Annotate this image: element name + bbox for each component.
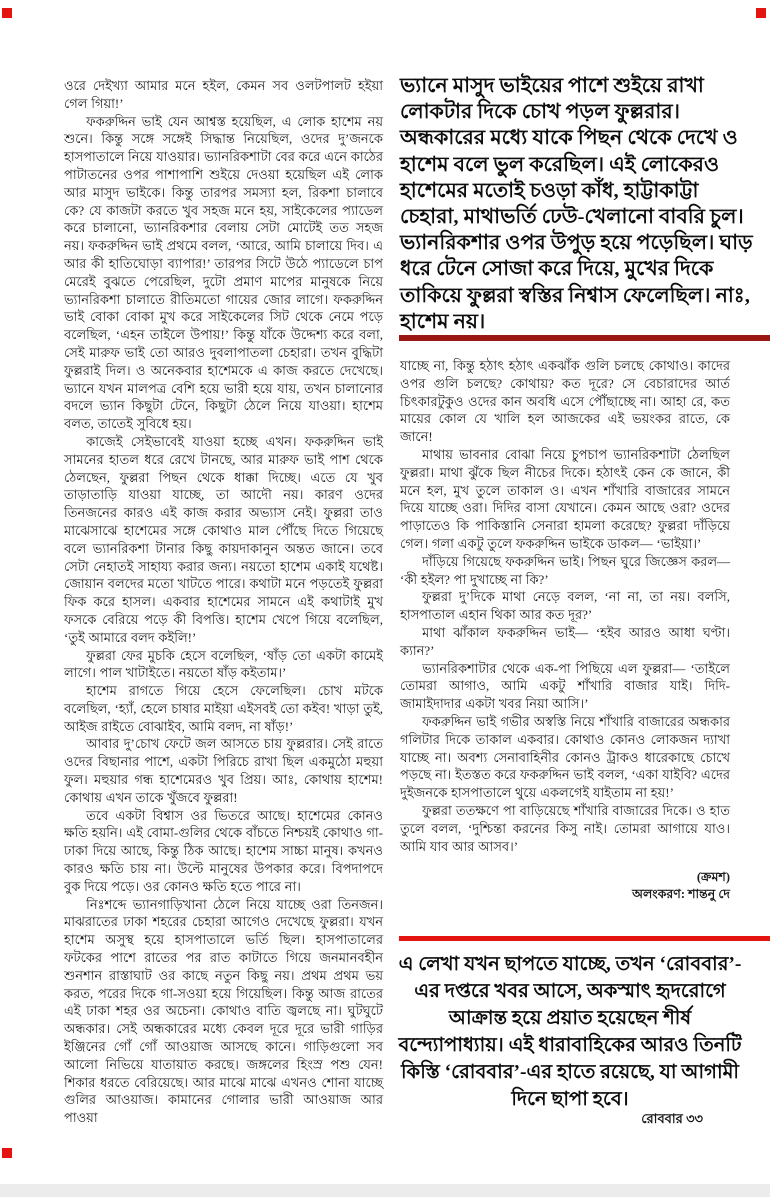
right-column — [400, 357, 730, 903]
scan-edge — [0, 1184, 770, 1197]
corner-mark-top-right — [756, 8, 766, 18]
story-paragraph: হাশেম রাগতে গিয়ে হেসে ফেলেছিল। চোখ মটকে বলেছিল, ‘হ্যাঁ, হেলে চাষার মাইয়া এইসবই তো কইব! খাড়া তুই, আইজ রাইতে বোঝাইব, আমি বলদ, না ষাঁড়!’ — [64, 683, 383, 734]
left-column — [64, 77, 383, 1127]
story-paragraph: ওরে দেইখ্যা আমার মনে হইল, কেমন সব ওলটপালট হইয়া গেল গিয়া!’ — [64, 78, 383, 111]
credit-block — [400, 869, 730, 903]
page-number: রোববার ৩৩ — [641, 1111, 703, 1126]
story-paragraph: আবার দু’চোখ ফেটে জল আসতে চায় ফুল্লরার। সেই রাতে ওদের বিছানার পাশে, একটা পিরিচে রাখা ছিল একমুঠো মহুয়া ফুল। মহুয়ার গন্ধ হাশেমেরও খুব প্রিয়। আঃ, কোথায় হাশেম! কোথায় এখন তাকে খুঁজবে ফুল্লরা! — [64, 736, 383, 805]
story-paragraph: ফুল্লরা ফের মুচকি হেসে বলেছিল, ‘ষাঁড় তো একটা কামেই লাগে। পাল খাটাইতে। নয়তো ষাঁড় কইতাম।’ — [64, 647, 383, 681]
story-paragraph: ভ্যানরিকশাটার থেকে এক-পা পিছিয়ে এল ফুল্লরা— ‘তাইলে তোমরা আগাও, আমি একটু শাঁখারি বাজার যাই। দিদি-জামাইদাদার একটা খবর নিয়া আসি।’ — [400, 660, 730, 712]
story-paragraph: মাথায় ভাবনার বোঝা নিয়ে চুপচাপ ভ্যানরিকশাটা ঠেলছিল ফুল্লরা। মাথা ঝুঁকে ছিল নীচের দিকে। হঠাৎই কেন কে জানে, কী মনে হল, মুখ তুলে তাকাল ও। এখন শাঁখারি বাজারের সামনে দিয়ে যাচ্ছে ওরা। দিদির বাসা যেখানে। কেমন আছে ওরা? ওদের পাড়াতেও কি পাকিস্তানি সেনারা হামলা করেছে? ফুল্লরা দাঁড়িয়ে গেল। গলা একটু তুলে ফকরুদ্দিন ভাইকে ডাকল— ‘ভাইয়া।’ — [400, 446, 730, 551]
story-paragraph: তবে একটা বিশ্বাস ওর ভিতরে আছে। হাশেমের কোনও ক্ষতি হয়নি। এই বোমা-গুলির থেকে বাঁচতে নিশ্চয়ই কোথাও গা-ঢাকা দিয়ে আছে, কিন্তু ঠিক আছে। হাশেম সাচ্চা মানুষ। কখনও কারও ক্ষতি চায় না। উল্টে মানুষের উপকার করে। বিপদাপদে বুক দিয়ে পড়ে। ওর কোনও ক্ষতি হতে পারে না। — [64, 807, 383, 894]
divider-rule-red — [399, 936, 770, 941]
corner-mark-bottom-left — [2, 1148, 12, 1158]
serial-status: (ক্রমশ) — [696, 870, 730, 885]
story-paragraph: দাঁড়িয়ে গিয়েছে ফকরুদ্দিন ভাই। পিছন ঘুরে জিজ্ঞেস করল— ‘কী হইল? পা দুখাচ্ছে না কি?’ — [400, 553, 730, 587]
story-intro: ভ্যানে মাসুদ ভাইয়ের পাশে শুইয়ে রাখা লোকটার দিকে চোখ পড়ল ফুল্লরার। অন্ধকারের মধ্যে যাকে পিছন থেকে দেখে ও হাশেম বলে ভুল করেছিল। এই লোকেরও হাশেমের মতোই চওড়া কাঁধ, হাট্টাকাট্টা চেহারা, মাথাভর্তি ঢেউ-খেলানো বাবরি চুল। ভ্যানরিকশার ওপর উপুড় হয়ে পড়েছিল। ঘাড় ধরে টেনে সোজা করে দিয়ে, মুখের দিকে তাকিয়ে ফুল্লরা স্বস্তির নিশ্বাস ফেলেছিল। নাঃ, হাশেম নয়। — [400, 75, 753, 333]
illustration-credit: অলংকরণ: শান্তনু দে — [632, 887, 730, 902]
story-paragraph: ফকরুদ্দিন ভাই যেন আশ্বস্ত হয়েছিল, এ লোক হাশেম নয় শুনে। কিন্তু সঙ্গে সঙ্গেই সিদ্ধান্ত নিয়েছিল, ওদের দু’জনকে হাসপাতালে নিয়ে যাওয়ার। ভ্যানরিকশাটা বের করে এনে কাঠের পাটাতনের ওপর পাশাপাশি শুইয়ে দেওয়া হয়েছিল এই লোক আর মাসুদ ভাইকে। কিন্তু তারপর সমস্যা হল, রিকশা চালাবে কে? যে কাজটা করতে খুব সহজ মনে হয়, সাইকেলের প্যাডেল করে চালানো, ভ্যানরিকশার বেলায় সেটা মোটেই তত সহজ নয়। ফকরুদ্দিন ভাই প্রথমে বলল, ‘আরে, আমি চালায়ে দিব। এ আর কী হাতিঘোড়া ব্যাপার!’ তারপর সিটে উঠে প্যাডেলে চাপ মেরেই বুঝতে পেরেছিল, দুটো প্রমাণ মাপের মানুষকে নিয়ে ভ্যানরিকশা চালাতে রীতিমতো গায়ের জোর লাগে। ফকরুদ্দিন ভাই বোকা বোকা মুখ করে সাইকেলের সিট থেকে নেমে পড়ে বলেছিল, ‘এহন তাইলে উপায়!’ কিন্তু যাঁকে উদ্দেশ্য করে বলা, সেই মারুফ ভাই তো আরও দুবলাপাতলা চেহারা। তখন বুদ্ধিটা ফুল্লরাই দিল। ও অনেকবার হাশেমকে এ কাজ করতে দেখেছে। ভ্যানে যখন মালপত্র বেশি হয়ে ভারী হয়ে যায়, তখন চালানোর বদলে ভ্যান কিছুটা টেনে, কিছুটা ঠেলে নিয়ে যাওয়া। হাশেম বলত, তাতেই সুবিধে হয়। — [64, 113, 383, 432]
divider-rule-dark — [399, 335, 770, 341]
story-paragraph: নিঃশব্দে ভ্যানগাড়িখানা ঠেলে নিয়ে যাচ্ছে ওরা তিনজন। মাঝরাতের ঢাকা শহরের চেহারা আগেও দেখেছে ফুল্লরা। যখন হাশেম অসুস্থ হয়ে হাসপাতালে ভর্তি ছিল। হাসপাতালের ফটকের পাশে রাতের পর রাত কাটাতে গিয়ে জনমানবহীন শুনশান রাস্তাঘাট ওর কাছে নতুন কিছু নয়। প্রথম প্রথম ভয় করত, পরের দিকে গা-সওয়া হয়ে গিয়েছিল। কিন্তু আজ রাতের এই ঢাকা শহর ওর অচেনা। কোথাও বাতি জ্বলছে না। ঘুটঘুটে অন্ধকার। সেই অন্ধকারের মধ্যে কেবল দূরে দূরে ভারী গাড়ির ইঞ্জিনের গোঁ গোঁ আওয়াজ আসছে কানে। গাড়িগুলো সব আলো নিভিয়ে যাতায়াত করছে। জঙ্গলের হিংস্র পশু যেন! শিকার ধরতে বেরিয়েছে। আর মাঝে মাঝে এখনও শোনা যাচ্ছে গুলির আওয়াজ। কামানের গোলার ভারী আওয়াজ আর পাওয়া — [64, 896, 383, 1126]
right-column-text — [400, 357, 730, 855]
story-paragraph: কাজেই সেইভাবেই যাওয়া হচ্ছে এখন। ফকরুদ্দিন ভাই সামনের হাতল ধরে রেখে টানছে, আর মারুফ ভাই পাশ থেকে ঠেলছেন, ফুল্লরা পিছন থেকে ধাক্কা দিচ্ছে। এতে যে খুব তাড়াতাড়ি যাওয়া যাচ্ছে, তা আদৌ নয়। কারণ ওদের তিনজনের কারও এই কাজ করার অভ্যাস নেই। ফুল্লরা তাও মাঝেসাঝে হাশেমের সঙ্গে কোথাও মাল পৌঁছে দিতে গিয়েছে বলে ভ্যানরিকশা টানার কিছু কায়দাকানুন অন্তত জানে। তবে সেটা নেহাতই সাহায্য করার জন্য। নয়তো হাশেম একাই যথেষ্ট। জোয়ান বলদের মতো খাটতে পারে। কথাটা মনে পড়তেই ফুল্লরা ফিক করে হাসল। একবার হাশেমের সামনে এই কথাটাই মুখ ফসকে বেরিয়ে পড়ে কী বিপত্তি। হাশেম খেপে গিয়ে বলেছিল, ‘তুই আমারে বলদ কইলি!’ — [64, 433, 383, 645]
story-paragraph: ফুল্লরা দু’দিকে মাথা নেড়ে বলল, ‘না না, তা নয়। বলসি, হাসপাতাল এহান থিকা আর কত দূর?’ — [400, 589, 730, 623]
story-paragraph: যাচ্ছে না, কিন্তু হঠাৎ হঠাৎ একঝাঁক গুলি চলছে কোথাও। কাদের ওপর গুলি চলছে? কোথায়? কত দূরে? সে বেচারাদের আর্ত চিৎকারটুকুও ওদের কান অবধি এসে পৌঁছাচ্ছে না। আহা রে, কত মায়ের কোল যে খালি হল আজকের এই ভয়ংকর রাতে, কে জানে! — [400, 358, 730, 445]
story-paragraph: মাথা ঝাঁকাল ফকরুদ্দিন ভাই— ‘হইব আরও আধা ঘণ্টা। ক্যান?’ — [400, 624, 730, 658]
story-paragraph: ফুল্লরা ততক্ষণে পা বাড়িয়েছে শাঁখারি বাজারের দিকে। ও হাত তুলে বলল, ‘দুশ্চিন্তা করনের কিসু নাই। তোমরা আগায়ে যাও। আমি যাব আর আসব।’ — [400, 802, 730, 854]
corner-mark-top-left — [2, 8, 12, 18]
story-paragraph: ফকরুদ্দিন ভাই গভীর অস্বস্তি নিয়ে শাঁখারি বাজারের অন্ধকার গলিটার দিকে তাকাল একবার। কোথাও কোনও লোকজন দ্যাখা যাচ্ছে না। অবশ্য সেনাবাহিনীর কোনও ট্রাকও ধারেকাছে চোখে পড়ছে না। ইতস্তত করে ফকরুদ্দিন ভাই বলল, ‘একা যাইবি? এদের দুইজনকে হাসপাতালে থুয়ে একলগেই যাইতাম না হয়!’ — [400, 713, 730, 801]
publisher-note: এ লেখা যখন ছাপতে যাচ্ছে, তখন ‘রোববার’-এর দপ্তরে খবর আসে, অকস্মাৎ হৃদরোগে আক্রান্ত হয়ে প্রয়াত হয়েছেন শীর্ষ বন্দ্যোপাধ্যায়। এই ধারাবাহিকের আরও তিনটি কিস্তি ‘রোববার’-এর হাতে রয়েছে, যা আগামী দিনে ছাপা হবে। — [398, 954, 742, 1110]
